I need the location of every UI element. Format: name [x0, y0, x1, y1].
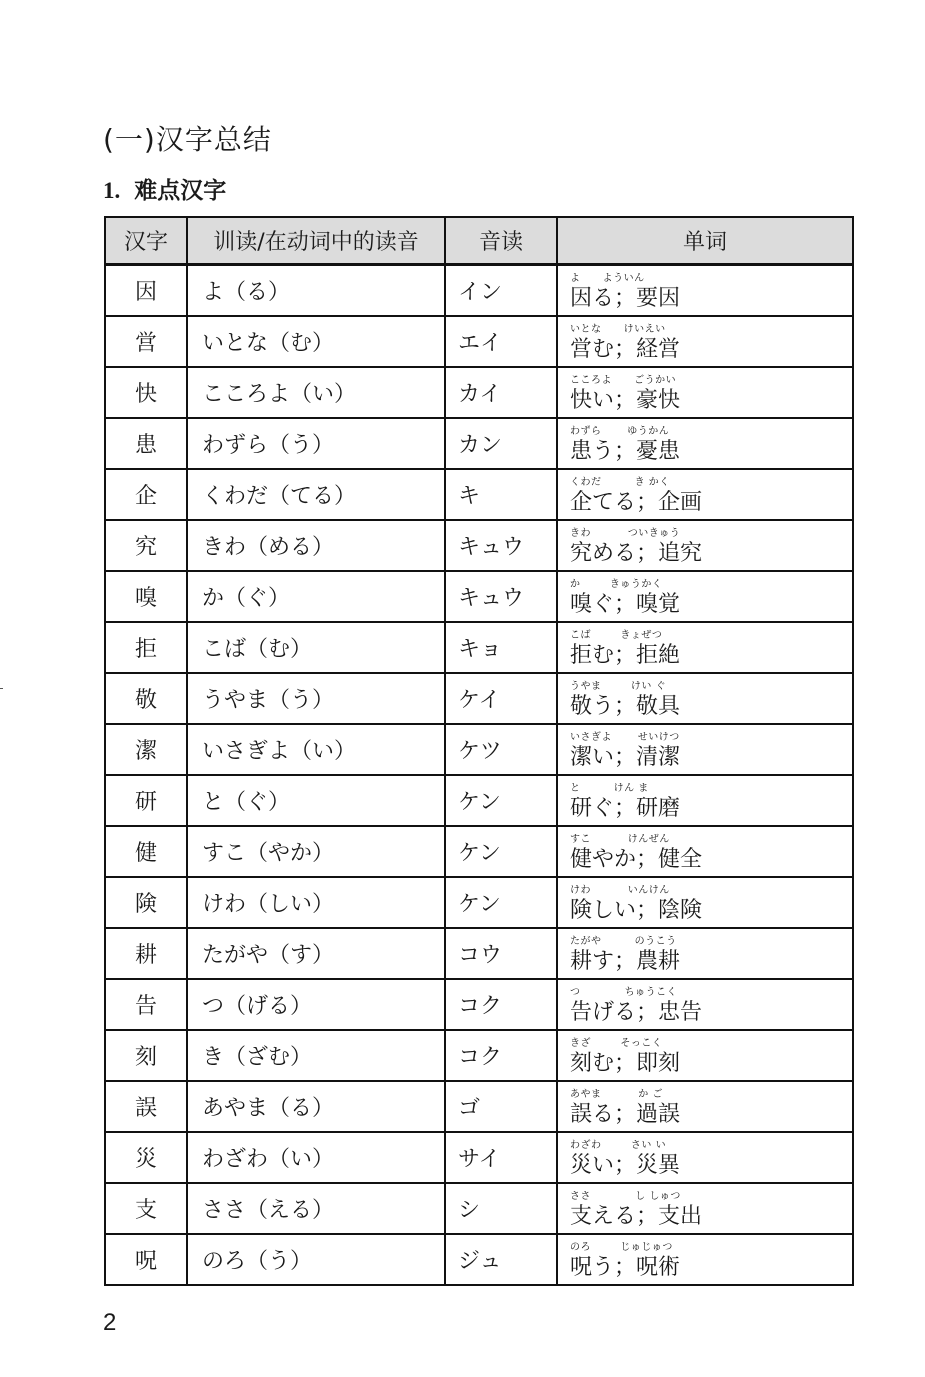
word-text: 耕す；農耕: [570, 949, 681, 974]
kun-reading-cell: きわ（める）: [187, 520, 445, 571]
kun-reading-cell: けわ（しい）: [187, 877, 445, 928]
header-on-reading: 音读: [445, 217, 557, 265]
on-reading-cell: ケツ: [445, 724, 557, 775]
kanji-cell: 究: [105, 520, 187, 571]
kanji-cell: 嗅: [105, 571, 187, 622]
section-title: (一)汉字总结: [103, 123, 272, 156]
furigana: すこ けんぜん: [570, 834, 670, 845]
kun-reading-cell: こころよ（い）: [187, 367, 445, 418]
on-reading-cell: ケン: [445, 877, 557, 928]
word-cell: [557, 520, 853, 571]
word-text: 誤る；過誤: [570, 1102, 681, 1127]
word-text: 災い；災異: [570, 1153, 681, 1178]
table-row: [105, 418, 853, 469]
word-cell: [557, 622, 853, 673]
table-row: [105, 367, 853, 418]
furigana: くわだ き かく: [570, 477, 670, 488]
kanji-cell: 研: [105, 775, 187, 826]
furigana: か きゅうかく: [570, 579, 663, 590]
word-cell: [557, 1081, 853, 1132]
kanji-cell: 敬: [105, 673, 187, 724]
word-cell: [557, 418, 853, 469]
kanji-cell: 快: [105, 367, 187, 418]
word-text: 究める；追究: [570, 541, 703, 566]
table-row: [105, 622, 853, 673]
margin-tick: [0, 688, 3, 689]
furigana: ささ し しゅつ: [570, 1191, 681, 1202]
furigana: きわ ついきゅう: [570, 528, 681, 539]
word-text: 支える；支出: [570, 1204, 703, 1229]
furigana: と けん ま: [570, 783, 649, 794]
kun-reading-cell: つ（げる）: [187, 979, 445, 1030]
kun-reading-cell: ささ（える）: [187, 1183, 445, 1234]
word-cell: [557, 1234, 853, 1285]
word-text: 研ぐ；研磨: [570, 796, 681, 821]
on-reading-cell: キ: [445, 469, 557, 520]
furigana: わずら ゆうかん: [570, 426, 670, 437]
furigana: こころよ ごうかい: [570, 375, 677, 386]
kanji-table: [104, 216, 854, 1286]
header-kanji: 汉字: [105, 217, 187, 265]
word-cell: [557, 1183, 853, 1234]
header-words: 单词: [557, 217, 853, 265]
kun-reading-cell: か（ぐ）: [187, 571, 445, 622]
word-text: 快い；豪快: [570, 388, 681, 413]
kanji-cell: 拒: [105, 622, 187, 673]
furigana: いさぎよ せいけつ: [570, 732, 680, 743]
kanji-cell: 険: [105, 877, 187, 928]
table-row: [105, 1030, 853, 1081]
word-text: 潔い；清潔: [570, 745, 681, 770]
word-text: 企てる；企画: [570, 490, 703, 515]
word-cell: [557, 928, 853, 979]
word-text: 呪う；呪術: [570, 1255, 681, 1280]
kun-reading-cell: いさぎよ（い）: [187, 724, 445, 775]
table-row: [105, 826, 853, 877]
kanji-cell: 潔: [105, 724, 187, 775]
page-number: 2: [103, 1309, 117, 1336]
word-text: 告げる；忠告: [570, 1000, 703, 1025]
table-row: [105, 520, 853, 571]
word-text: 険しい；陰険: [570, 898, 703, 923]
word-text: 営む；経営: [570, 337, 681, 362]
table-row: [105, 1183, 853, 1234]
word-cell: [557, 316, 853, 367]
word-cell: [557, 673, 853, 724]
kanji-cell: 呪: [105, 1234, 187, 1285]
word-text: 因る；要因: [570, 286, 681, 311]
table-row: [105, 775, 853, 826]
kun-reading-cell: き（ざむ）: [187, 1030, 445, 1081]
kun-reading-cell: よ（る）: [187, 265, 445, 317]
kanji-cell: 健: [105, 826, 187, 877]
word-cell: [557, 724, 853, 775]
kun-reading-cell: たがや（す）: [187, 928, 445, 979]
kun-reading-cell: わざわ（い）: [187, 1132, 445, 1183]
on-reading-cell: キョ: [445, 622, 557, 673]
table-body: [105, 265, 853, 1286]
on-reading-cell: カイ: [445, 367, 557, 418]
furigana: こば きょぜつ: [570, 630, 663, 641]
kanji-cell: 企: [105, 469, 187, 520]
word-text: 嗅ぐ；嗅覚: [570, 592, 681, 617]
subsection-label: 难点汉字: [134, 178, 227, 204]
word-cell: [557, 367, 853, 418]
on-reading-cell: キュウ: [445, 571, 557, 622]
word-text: 刻む；即刻: [570, 1051, 681, 1076]
furigana: うやま けい ぐ: [570, 681, 667, 692]
word-text: 患う；憂患: [570, 439, 681, 464]
on-reading-cell: カン: [445, 418, 557, 469]
word-text: 拒む；拒絶: [570, 643, 681, 668]
table-row: [105, 265, 853, 317]
table-row: [105, 316, 853, 367]
table-row: [105, 877, 853, 928]
table-row: [105, 724, 853, 775]
kun-reading-cell: のろ（う）: [187, 1234, 445, 1285]
kanji-cell: 患: [105, 418, 187, 469]
word-cell: [557, 1030, 853, 1081]
kun-reading-cell: こば（む）: [187, 622, 445, 673]
word-text: 健やか；健全: [570, 847, 703, 872]
table-row: [105, 571, 853, 622]
furigana: のろ じゅじゅつ: [570, 1242, 673, 1253]
kun-reading-cell: わずら（う）: [187, 418, 445, 469]
on-reading-cell: サイ: [445, 1132, 557, 1183]
on-reading-cell: キュウ: [445, 520, 557, 571]
word-cell: [557, 265, 853, 317]
on-reading-cell: ゴ: [445, 1081, 557, 1132]
kun-reading-cell: うやま（う）: [187, 673, 445, 724]
on-reading-cell: コク: [445, 979, 557, 1030]
furigana: あやま か ご: [570, 1089, 663, 1100]
on-reading-cell: イン: [445, 265, 557, 317]
word-cell: [557, 826, 853, 877]
kanji-cell: 耕: [105, 928, 187, 979]
kun-reading-cell: いとな（む）: [187, 316, 445, 367]
kun-reading-cell: あやま（る）: [187, 1081, 445, 1132]
on-reading-cell: エイ: [445, 316, 557, 367]
table-row: [105, 1081, 853, 1132]
kanji-cell: 因: [105, 265, 187, 317]
kun-reading-cell: すこ（やか）: [187, 826, 445, 877]
header-kun-reading: 训读/在动词中的读音: [187, 217, 445, 265]
furigana: たがや のうこう: [570, 936, 677, 947]
furigana: いとな けいえい: [570, 324, 666, 335]
subsection-number: 1.: [103, 178, 121, 203]
subsection-title: [103, 172, 226, 205]
word-cell: [557, 571, 853, 622]
kanji-cell: 告: [105, 979, 187, 1030]
word-cell: [557, 1132, 853, 1183]
word-text: 敬う；敬具: [570, 694, 681, 719]
word-cell: [557, 877, 853, 928]
furigana: つ ちゅうこく: [570, 987, 678, 998]
table-row: [105, 1132, 853, 1183]
furigana: きざ そっこく: [570, 1038, 663, 1049]
word-cell: [557, 979, 853, 1030]
furigana: よ よういん: [570, 273, 645, 284]
furigana: けわ いんけん: [570, 885, 670, 896]
table-row: [105, 673, 853, 724]
on-reading-cell: シ: [445, 1183, 557, 1234]
table-row: [105, 928, 853, 979]
on-reading-cell: コク: [445, 1030, 557, 1081]
on-reading-cell: ケン: [445, 775, 557, 826]
on-reading-cell: ケイ: [445, 673, 557, 724]
table-row: [105, 979, 853, 1030]
word-cell: [557, 775, 853, 826]
word-cell: [557, 469, 853, 520]
kanji-cell: 営: [105, 316, 187, 367]
table-header-row: [105, 217, 853, 265]
kanji-cell: 刻: [105, 1030, 187, 1081]
kun-reading-cell: くわだ（てる）: [187, 469, 445, 520]
on-reading-cell: ジュ: [445, 1234, 557, 1285]
kanji-cell: 災: [105, 1132, 187, 1183]
kanji-cell: 誤: [105, 1081, 187, 1132]
on-reading-cell: コウ: [445, 928, 557, 979]
kun-reading-cell: と（ぐ）: [187, 775, 445, 826]
table-row: [105, 469, 853, 520]
on-reading-cell: ケン: [445, 826, 557, 877]
furigana: わざわ さい い: [570, 1140, 667, 1151]
table-row: [105, 1234, 853, 1285]
kanji-cell: 支: [105, 1183, 187, 1234]
